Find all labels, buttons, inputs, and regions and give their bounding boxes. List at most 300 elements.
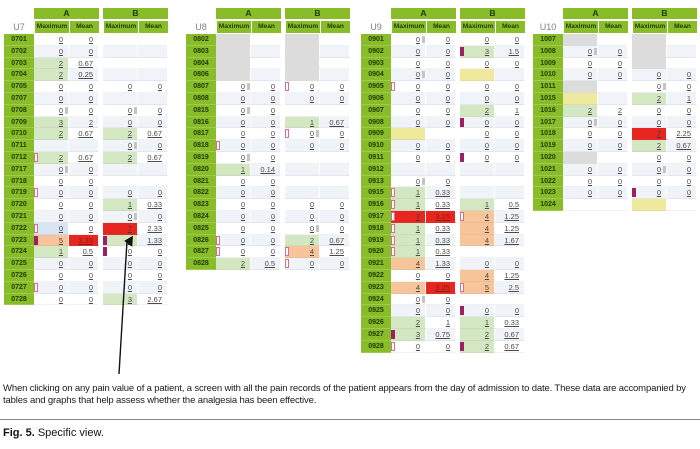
- pain-value-cell[interactable]: 0: [216, 128, 251, 140]
- pain-value-cell[interactable]: 3: [34, 117, 69, 129]
- empty-cell: [103, 164, 138, 176]
- pain-value-cell[interactable]: 0: [138, 140, 168, 152]
- pain-value-cell[interactable]: 0: [34, 34, 69, 46]
- pain-value-cell[interactable]: 2: [34, 58, 69, 70]
- pain-value-cell[interactable]: 0: [69, 270, 99, 282]
- pain-value-cell[interactable]: 0: [138, 246, 168, 258]
- pain-value-cell[interactable]: 7: [632, 128, 667, 140]
- marker-magenta-icon: [460, 342, 464, 351]
- pain-value-cell[interactable]: 0.14: [251, 164, 281, 176]
- patient-code: 0905: [361, 81, 391, 93]
- pain-value-cell[interactable]: 0: [251, 235, 281, 247]
- patient-code: 0901: [361, 34, 391, 46]
- pain-value-cell[interactable]: 0: [667, 81, 697, 93]
- pain-value-cell[interactable]: 0: [34, 93, 69, 105]
- pain-value-cell[interactable]: 0.67: [138, 152, 168, 164]
- pain-value-cell[interactable]: 0: [495, 93, 525, 105]
- pain-value-cell[interactable]: 1.5: [495, 46, 525, 58]
- pain-value-cell[interactable]: 0: [563, 176, 598, 188]
- pain-value-cell[interactable]: 0.33: [426, 235, 456, 247]
- pain-value-cell[interactable]: 0: [391, 176, 426, 188]
- pain-value-cell[interactable]: 2: [34, 152, 69, 164]
- pain-value-cell[interactable]: 0: [460, 140, 495, 152]
- pain-value-cell[interactable]: 0: [138, 282, 168, 294]
- pain-value-cell[interactable]: 2.33: [138, 223, 168, 235]
- patient-code: 1010: [533, 69, 563, 81]
- pain-value-cell[interactable]: 0: [632, 164, 667, 176]
- pain-value-cell[interactable]: 0: [251, 211, 281, 223]
- pain-value-cell[interactable]: 1: [495, 105, 525, 117]
- pain-value-cell[interactable]: 0: [426, 140, 456, 152]
- pain-value-cell[interactable]: 0: [495, 128, 525, 140]
- pain-value-cell[interactable]: 0: [426, 152, 456, 164]
- pain-value-cell[interactable]: 3.33: [69, 235, 99, 247]
- pain-value-cell[interactable]: 0: [69, 34, 99, 46]
- pain-value-cell[interactable]: 0: [34, 294, 69, 306]
- pain-value-cell[interactable]: 1: [391, 235, 426, 247]
- pain-value-cell[interactable]: 1.33: [426, 258, 456, 270]
- pain-value-cell[interactable]: 0: [495, 81, 525, 93]
- pain-value-cell[interactable]: 0: [495, 258, 525, 270]
- patient-code: 0709: [4, 117, 34, 129]
- pain-value-cell[interactable]: 0: [138, 270, 168, 282]
- pain-value-cell[interactable]: 0: [391, 152, 426, 164]
- pain-value-cell[interactable]: 0: [563, 69, 598, 81]
- pain-value-cell[interactable]: 0: [138, 81, 168, 93]
- pain-value-cell[interactable]: 0: [103, 270, 138, 282]
- pain-value-cell[interactable]: 0: [632, 152, 667, 164]
- pain-value-cell[interactable]: 2: [285, 235, 320, 247]
- pain-value-cell[interactable]: 0: [563, 46, 598, 58]
- patient-code: 0815: [186, 105, 216, 117]
- pain-value-cell[interactable]: 0: [69, 199, 99, 211]
- pain-value-cell[interactable]: 0: [598, 187, 628, 199]
- pain-value-cell[interactable]: 0: [391, 270, 426, 282]
- pain-value-cell[interactable]: 0: [69, 187, 99, 199]
- pain-value-cell[interactable]: 0: [216, 211, 251, 223]
- pain-value-cell[interactable]: 0: [69, 211, 99, 223]
- pain-value-cell[interactable]: 3: [460, 46, 495, 58]
- pain-value-cell[interactable]: 4: [460, 211, 495, 223]
- pain-value-cell[interactable]: 0: [103, 81, 138, 93]
- pain-value-cell[interactable]: 0: [320, 199, 350, 211]
- pain-value-cell[interactable]: 0: [251, 140, 281, 152]
- pain-value-cell[interactable]: 2: [632, 93, 667, 105]
- pain-value-cell[interactable]: 2: [34, 128, 69, 140]
- pain-value-cell[interactable]: 0: [34, 187, 69, 199]
- empty-cell: [285, 58, 320, 70]
- pain-value-cell[interactable]: 0: [632, 187, 667, 199]
- pain-value-cell[interactable]: 1: [391, 246, 426, 258]
- pain-value-cell[interactable]: 0: [391, 46, 426, 58]
- pain-value-cell[interactable]: 0.33: [426, 246, 456, 258]
- pain-value-cell[interactable]: 1.25: [320, 246, 350, 258]
- pain-value-cell[interactable]: 0: [563, 58, 598, 70]
- pain-value-cell[interactable]: 2.25: [667, 128, 697, 140]
- pain-value-cell[interactable]: 2.67: [138, 294, 168, 306]
- pain-value-cell[interactable]: 0: [426, 270, 456, 282]
- pain-value-cell[interactable]: 0.75: [426, 329, 456, 341]
- pain-value-cell[interactable]: 2: [34, 69, 69, 81]
- pain-value-cell[interactable]: 0: [460, 93, 495, 105]
- pain-value-cell[interactable]: 0: [320, 211, 350, 223]
- pain-value-cell[interactable]: 0: [320, 128, 350, 140]
- patient-code: 0902: [361, 46, 391, 58]
- pain-value-cell[interactable]: 0: [285, 211, 320, 223]
- pain-value-cell[interactable]: 0: [667, 176, 697, 188]
- pain-value-cell[interactable]: 2: [103, 235, 138, 247]
- pain-value-cell[interactable]: 0.67: [667, 140, 697, 152]
- mini-bar-gray-icon: [316, 225, 319, 232]
- pain-value-cell[interactable]: 0: [138, 258, 168, 270]
- pain-value-cell[interactable]: 0: [285, 223, 320, 235]
- pain-value-cell[interactable]: 4: [391, 258, 426, 270]
- empty-cell: [598, 152, 628, 164]
- pain-value-cell[interactable]: 0: [495, 140, 525, 152]
- pain-value-cell[interactable]: 0: [667, 117, 697, 129]
- pain-value-cell[interactable]: 3.25: [426, 282, 456, 294]
- pain-value-cell[interactable]: 0: [460, 305, 495, 317]
- pain-value-cell[interactable]: 0: [138, 105, 168, 117]
- pain-value-cell[interactable]: 0: [320, 93, 350, 105]
- pain-value-cell[interactable]: 0: [216, 117, 251, 129]
- pain-value-cell[interactable]: 0: [251, 93, 281, 105]
- pain-value-cell[interactable]: 5: [460, 282, 495, 294]
- empty-cell: [69, 140, 99, 152]
- pain-value-cell[interactable]: 1.25: [495, 223, 525, 235]
- pain-value-cell[interactable]: 0.33: [495, 317, 525, 329]
- pain-value-cell[interactable]: 1: [216, 164, 251, 176]
- pain-value-cell[interactable]: 0: [216, 152, 251, 164]
- pain-value-cell[interactable]: 0: [667, 164, 697, 176]
- pain-value-cell[interactable]: 0: [667, 105, 697, 117]
- pain-value-cell[interactable]: 0.67: [138, 128, 168, 140]
- pain-value-cell[interactable]: 0: [495, 58, 525, 70]
- pain-value-cell[interactable]: 0: [391, 341, 426, 353]
- pain-value-cell[interactable]: 2: [598, 105, 628, 117]
- pain-value-cell[interactable]: 0: [103, 246, 138, 258]
- pain-value-cell[interactable]: 0: [598, 46, 628, 58]
- pain-value-cell[interactable]: 0: [216, 140, 251, 152]
- pain-value-cell[interactable]: 0: [138, 117, 168, 129]
- pain-value-cell[interactable]: 0: [460, 58, 495, 70]
- pain-value-cell[interactable]: 0: [391, 294, 426, 306]
- marker-pink-outline-icon: [391, 342, 395, 351]
- pain-value-cell[interactable]: 0: [34, 81, 69, 93]
- pain-value-cell[interactable]: 0: [426, 117, 456, 129]
- pain-value-cell[interactable]: 0: [103, 187, 138, 199]
- pain-value-cell[interactable]: 0: [563, 164, 598, 176]
- pain-value-cell[interactable]: 4: [460, 223, 495, 235]
- pain-value-cell[interactable]: 0: [598, 164, 628, 176]
- pain-value-cell[interactable]: 2: [460, 329, 495, 341]
- pain-value-cell[interactable]: 0: [216, 105, 251, 117]
- pain-value-cell[interactable]: 0: [426, 58, 456, 70]
- pain-value-cell[interactable]: 0: [251, 81, 281, 93]
- pain-value-cell[interactable]: 0: [216, 246, 251, 258]
- empty-cell: [251, 46, 281, 58]
- empty-cell: [495, 164, 525, 176]
- pain-value-cell[interactable]: 0.67: [69, 128, 99, 140]
- pain-value-cell[interactable]: 0: [69, 223, 99, 235]
- pain-value-cell[interactable]: 3: [103, 294, 138, 306]
- pain-value-cell[interactable]: 0: [667, 187, 697, 199]
- pain-value-cell[interactable]: 0: [495, 152, 525, 164]
- pain-value-cell[interactable]: 0: [391, 81, 426, 93]
- pain-value-cell[interactable]: 0: [391, 117, 426, 129]
- pain-value-cell[interactable]: 0.5: [69, 246, 99, 258]
- column-header-mean: Mean: [599, 21, 628, 33]
- pain-value-cell[interactable]: 0: [216, 235, 251, 247]
- pain-value-cell[interactable]: 0: [426, 81, 456, 93]
- pain-value-cell[interactable]: 0: [495, 305, 525, 317]
- pain-value-cell[interactable]: 0: [251, 105, 281, 117]
- pain-value-cell[interactable]: 0: [69, 164, 99, 176]
- pain-value-cell[interactable]: 0.67: [495, 341, 525, 353]
- pain-value-cell[interactable]: 0: [563, 187, 598, 199]
- pain-value-cell[interactable]: 0.67: [69, 152, 99, 164]
- pain-value-cell[interactable]: 1: [460, 199, 495, 211]
- empty-cell: [495, 69, 525, 81]
- pain-value-cell[interactable]: 0: [320, 258, 350, 270]
- pain-value-cell[interactable]: 0: [69, 105, 99, 117]
- pain-value-cell[interactable]: 0: [391, 69, 426, 81]
- pain-value-cell[interactable]: 0: [34, 211, 69, 223]
- pain-value-cell[interactable]: 0: [251, 176, 281, 188]
- pain-value-cell[interactable]: 0: [69, 282, 99, 294]
- pain-value-cell[interactable]: 0: [460, 258, 495, 270]
- pain-value-cell[interactable]: 1.25: [495, 270, 525, 282]
- pain-value-cell[interactable]: 0: [632, 81, 667, 93]
- pain-value-cell[interactable]: 1: [667, 93, 697, 105]
- patient-code: 1024: [533, 199, 563, 211]
- pain-value-cell[interactable]: 0: [460, 34, 495, 46]
- patient-code: 0924: [361, 294, 391, 306]
- pain-value-cell[interactable]: 0.67: [320, 117, 350, 129]
- pain-value-cell[interactable]: 0: [495, 34, 525, 46]
- empty-cell: [216, 46, 251, 58]
- pain-value-cell[interactable]: 0: [460, 81, 495, 93]
- pain-value-cell[interactable]: 0: [216, 187, 251, 199]
- pain-value-cell[interactable]: 0: [103, 140, 138, 152]
- pain-value-cell[interactable]: 0: [391, 34, 426, 46]
- pain-value-cell[interactable]: 0: [598, 176, 628, 188]
- pain-value-cell[interactable]: 0: [216, 176, 251, 188]
- pain-value-cell[interactable]: 1: [391, 199, 426, 211]
- pain-value-cell[interactable]: 0.67: [320, 235, 350, 247]
- pain-value-cell[interactable]: 0: [34, 164, 69, 176]
- pain-value-cell[interactable]: 0: [426, 176, 456, 188]
- pain-value-cell[interactable]: 0.25: [69, 69, 99, 81]
- pain-value-cell[interactable]: 2: [69, 117, 99, 129]
- pain-value-cell[interactable]: 4: [285, 246, 320, 258]
- pain-value-cell[interactable]: 0: [34, 223, 69, 235]
- pain-value-cell[interactable]: 0: [426, 105, 456, 117]
- pain-value-cell[interactable]: 0: [138, 211, 168, 223]
- pain-value-cell[interactable]: 0: [285, 128, 320, 140]
- pain-value-cell[interactable]: 0: [34, 270, 69, 282]
- pain-value-cell[interactable]: 0.67: [69, 58, 99, 70]
- pain-value-cell[interactable]: 0: [563, 117, 598, 129]
- pain-value-cell[interactable]: 2: [103, 128, 138, 140]
- pain-value-cell[interactable]: 0.33: [138, 199, 168, 211]
- pain-value-cell[interactable]: 1: [460, 317, 495, 329]
- pain-value-cell[interactable]: 0: [69, 46, 99, 58]
- pain-value-cell[interactable]: 4: [460, 270, 495, 282]
- pain-value-cell[interactable]: 2: [391, 317, 426, 329]
- pain-value-cell[interactable]: 0: [667, 69, 697, 81]
- pain-value-cell[interactable]: 0: [563, 140, 598, 152]
- pain-value-cell[interactable]: 0: [426, 305, 456, 317]
- pain-value-cell[interactable]: 0: [391, 58, 426, 70]
- pain-value-cell[interactable]: 0: [103, 258, 138, 270]
- pain-value-cell[interactable]: 1: [103, 199, 138, 211]
- pain-value-cell[interactable]: 4: [460, 235, 495, 247]
- pain-value-cell[interactable]: 0: [251, 117, 281, 129]
- pain-value-cell[interactable]: 0: [460, 152, 495, 164]
- pain-value-cell[interactable]: 3.25: [426, 211, 456, 223]
- pain-value-cell[interactable]: 0.33: [426, 199, 456, 211]
- pain-value-cell[interactable]: 0: [426, 69, 456, 81]
- pain-value-cell[interactable]: 4: [391, 282, 426, 294]
- pain-value-cell[interactable]: 0: [667, 152, 697, 164]
- pain-value-cell[interactable]: 0: [216, 81, 251, 93]
- empty-cell: [563, 93, 598, 105]
- pain-value-cell[interactable]: 0: [69, 258, 99, 270]
- pain-value-cell[interactable]: 1: [391, 223, 426, 235]
- pain-value-cell[interactable]: 7: [103, 223, 138, 235]
- pain-value-cell[interactable]: 0: [598, 58, 628, 70]
- pain-value-cell[interactable]: 0: [391, 140, 426, 152]
- pain-value-cell[interactable]: 0: [251, 152, 281, 164]
- pain-value-cell[interactable]: 0: [216, 93, 251, 105]
- pain-value-cell[interactable]: 0: [69, 176, 99, 188]
- patient-code: 1023: [533, 187, 563, 199]
- pain-value-cell[interactable]: 0: [103, 105, 138, 117]
- patient-code: 0825: [186, 223, 216, 235]
- pain-value-cell[interactable]: 0: [632, 176, 667, 188]
- pain-value-cell[interactable]: 0: [495, 117, 525, 129]
- pain-value-cell[interactable]: 0: [138, 187, 168, 199]
- pain-value-cell[interactable]: 0: [426, 341, 456, 353]
- pain-value-cell[interactable]: 0: [103, 117, 138, 129]
- pain-value-cell[interactable]: 3: [391, 329, 426, 341]
- pain-value-cell[interactable]: 0: [34, 258, 69, 270]
- empty-cell: [285, 69, 320, 81]
- mini-bar-gray-icon: [422, 71, 425, 78]
- pain-value-cell[interactable]: 0: [563, 128, 598, 140]
- pain-value-cell[interactable]: 0: [426, 93, 456, 105]
- pain-value-cell[interactable]: 0: [251, 187, 281, 199]
- column-group-a-header: A: [34, 8, 99, 19]
- pain-value-cell[interactable]: 1: [285, 117, 320, 129]
- pain-value-cell[interactable]: 0: [285, 199, 320, 211]
- marker-pink-outline-icon: [285, 259, 289, 268]
- pain-value-cell[interactable]: 0: [103, 282, 138, 294]
- pain-value-cell[interactable]: 0: [632, 117, 667, 129]
- pain-value-cell[interactable]: 0: [34, 46, 69, 58]
- pain-value-cell[interactable]: 0: [34, 199, 69, 211]
- pain-value-cell[interactable]: 0.5: [251, 258, 281, 270]
- pain-value-cell[interactable]: 0: [34, 176, 69, 188]
- pain-value-cell[interactable]: 0: [426, 34, 456, 46]
- pain-value-cell[interactable]: 0.67: [495, 329, 525, 341]
- pain-value-cell[interactable]: 0: [598, 128, 628, 140]
- pain-value-cell[interactable]: 0: [285, 81, 320, 93]
- pain-value-cell[interactable]: 0: [251, 128, 281, 140]
- pain-value-cell[interactable]: 0: [391, 305, 426, 317]
- empty-cell: [251, 69, 281, 81]
- pain-value-cell[interactable]: 2: [103, 152, 138, 164]
- pain-value-cell[interactable]: 1: [391, 187, 426, 199]
- patient-code: 0818: [186, 140, 216, 152]
- pain-value-cell[interactable]: 0: [426, 294, 456, 306]
- marker-pink-outline-icon: [216, 247, 220, 256]
- pain-value-cell[interactable]: 2: [632, 140, 667, 152]
- pain-value-cell[interactable]: 2.5: [495, 282, 525, 294]
- pain-value-cell[interactable]: 0: [426, 46, 456, 58]
- pain-value-cell[interactable]: 0: [69, 81, 99, 93]
- pain-value-cell[interactable]: 0.33: [426, 223, 456, 235]
- pain-value-cell[interactable]: 0: [69, 93, 99, 105]
- patient-code: 1018: [533, 128, 563, 140]
- pain-value-cell[interactable]: 0.5: [495, 199, 525, 211]
- pain-value-cell[interactable]: 0: [285, 258, 320, 270]
- pain-value-cell[interactable]: 0: [632, 105, 667, 117]
- pain-value-cell[interactable]: 0: [251, 199, 281, 211]
- pain-value-cell[interactable]: 0: [460, 117, 495, 129]
- pain-value-cell[interactable]: 0: [34, 105, 69, 117]
- pain-value-cell[interactable]: 0.33: [426, 187, 456, 199]
- pain-value-cell[interactable]: 0: [391, 93, 426, 105]
- pain-value-cell[interactable]: 5: [34, 235, 69, 247]
- pain-value-cell[interactable]: 1.67: [495, 235, 525, 247]
- patient-code: 0807: [186, 81, 216, 93]
- pain-value-cell[interactable]: 7: [391, 211, 426, 223]
- pain-value-cell[interactable]: 1: [34, 246, 69, 258]
- pain-value-cell[interactable]: 0: [320, 140, 350, 152]
- patient-code: 0908: [361, 117, 391, 129]
- pain-value-cell[interactable]: 1.25: [495, 211, 525, 223]
- pain-value-cell[interactable]: 0: [391, 105, 426, 117]
- patient-code: 0821: [186, 176, 216, 188]
- pain-value-cell[interactable]: 0: [285, 140, 320, 152]
- pain-value-cell[interactable]: 0: [216, 223, 251, 235]
- pain-value-cell[interactable]: 0: [34, 282, 69, 294]
- pain-value-cell[interactable]: 1: [426, 317, 456, 329]
- pain-value-cell[interactable]: 0: [251, 223, 281, 235]
- pain-value-cell[interactable]: 2: [563, 105, 598, 117]
- pain-value-cell[interactable]: 0: [320, 223, 350, 235]
- pain-value-cell[interactable]: 0: [251, 246, 281, 258]
- pain-value-cell[interactable]: 2: [460, 341, 495, 353]
- pain-value-cell[interactable]: 0: [320, 81, 350, 93]
- pain-value-cell[interactable]: 0: [598, 140, 628, 152]
- pain-value-cell[interactable]: 0: [216, 199, 251, 211]
- pain-value-cell[interactable]: 0: [598, 117, 628, 129]
- pain-value-cell[interactable]: 0: [69, 294, 99, 306]
- header-spacer: [456, 21, 460, 34]
- pain-value-cell[interactable]: 2: [460, 105, 495, 117]
- pain-value-cell[interactable]: 1.33: [138, 235, 168, 247]
- pain-value-cell[interactable]: 0: [285, 93, 320, 105]
- marker-magenta-icon: [460, 153, 464, 162]
- pain-value-cell[interactable]: 0: [460, 128, 495, 140]
- pain-value-cell[interactable]: 2: [216, 258, 251, 270]
- pain-value-cell[interactable]: 0: [632, 69, 667, 81]
- pain-value-cell[interactable]: 0: [103, 211, 138, 223]
- pain-value-cell[interactable]: 0: [598, 69, 628, 81]
